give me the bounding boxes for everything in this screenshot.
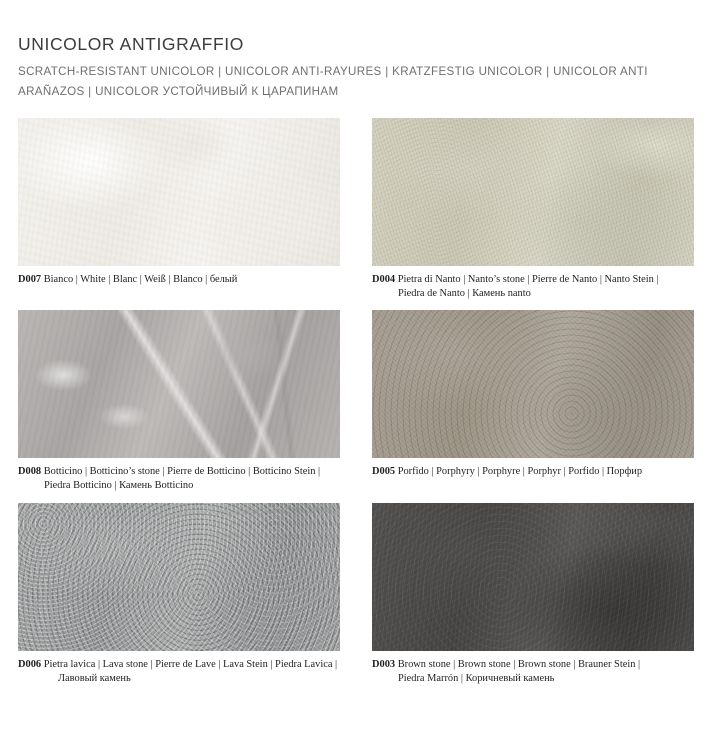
list-item[interactable] (18, 118, 358, 300)
swatch-names-cont: Лавовый камень (58, 672, 131, 684)
swatch-code: D004 (372, 273, 396, 285)
swatch-code: D005 (372, 466, 396, 478)
swatch-names-cont: Piedra Botticino | Камень Botticino (44, 480, 194, 492)
swatch-names-cont: Piedra de Nanto | Камень nanto (398, 287, 531, 299)
swatch-image-d004 (372, 118, 694, 266)
page-subtitle: SCRATCH-RESISTANT UNICOLOR | UNICOLOR ANTI-RAYURES | KRATZFESTIG UNICOLOR | UNICOLOR ANTI ARAÑAZOS | UNICOLOR УСТОЙЧИВЫЙ К ЦАРАПИНАМ (18, 65, 648, 98)
swatch-names: Pietra di Nanto | Nanto’s stone | Pierre de Nanto | Nanto Stein | (397, 273, 659, 285)
list-item[interactable] (372, 310, 712, 492)
swatch-caption (372, 658, 694, 685)
swatch-names: Botticino | Botticino’s stone | Pierre de Botticino | Botticino Stein | (43, 466, 321, 478)
swatch-image-d007 (18, 118, 340, 266)
texture-fill (18, 503, 340, 651)
texture-fill (372, 118, 694, 266)
swatch-names: Pietra lavica | Lava stone | Pierre de Lave | Lava Stein | Piedra Lavica | (43, 658, 338, 670)
swatch-names: Bianco | White | Blanc | Weiß | Blanco | белый (43, 273, 238, 285)
swatch-code: D007 (18, 273, 42, 285)
swatch-caption (18, 273, 340, 287)
swatch-caption (18, 465, 340, 492)
swatch-caption (18, 658, 340, 685)
swatch-image-d006 (18, 503, 340, 651)
swatch-names: Porfido | Porphyry | Porphyre | Porphyr | Porfido | Порфир (397, 466, 643, 478)
swatch-code: D006 (18, 658, 42, 670)
texture-fill (18, 118, 340, 266)
swatch-code: D003 (372, 658, 396, 670)
swatch-caption (372, 273, 694, 300)
swatch-names-cont: Piedra Marrón | Коричневый камень (398, 672, 555, 684)
swatch-image-d003 (372, 503, 694, 651)
list-item[interactable] (18, 310, 358, 492)
page-title: UNICOLOR ANTIGRAFFIO (18, 34, 244, 54)
texture-fill (18, 310, 340, 458)
list-item[interactable] (372, 118, 712, 300)
texture-fill (372, 310, 694, 458)
swatch-caption (372, 465, 694, 479)
swatch-grid (18, 118, 694, 695)
swatch-image-d005 (372, 310, 694, 458)
list-item[interactable] (372, 503, 712, 685)
swatch-names: Brown stone | Brown stone | Brown stone | Brauner Stein | (397, 658, 641, 670)
list-item[interactable] (18, 503, 358, 685)
swatch-image-d008 (18, 310, 340, 458)
swatch-code: D008 (18, 466, 42, 478)
texture-fill (372, 503, 694, 651)
